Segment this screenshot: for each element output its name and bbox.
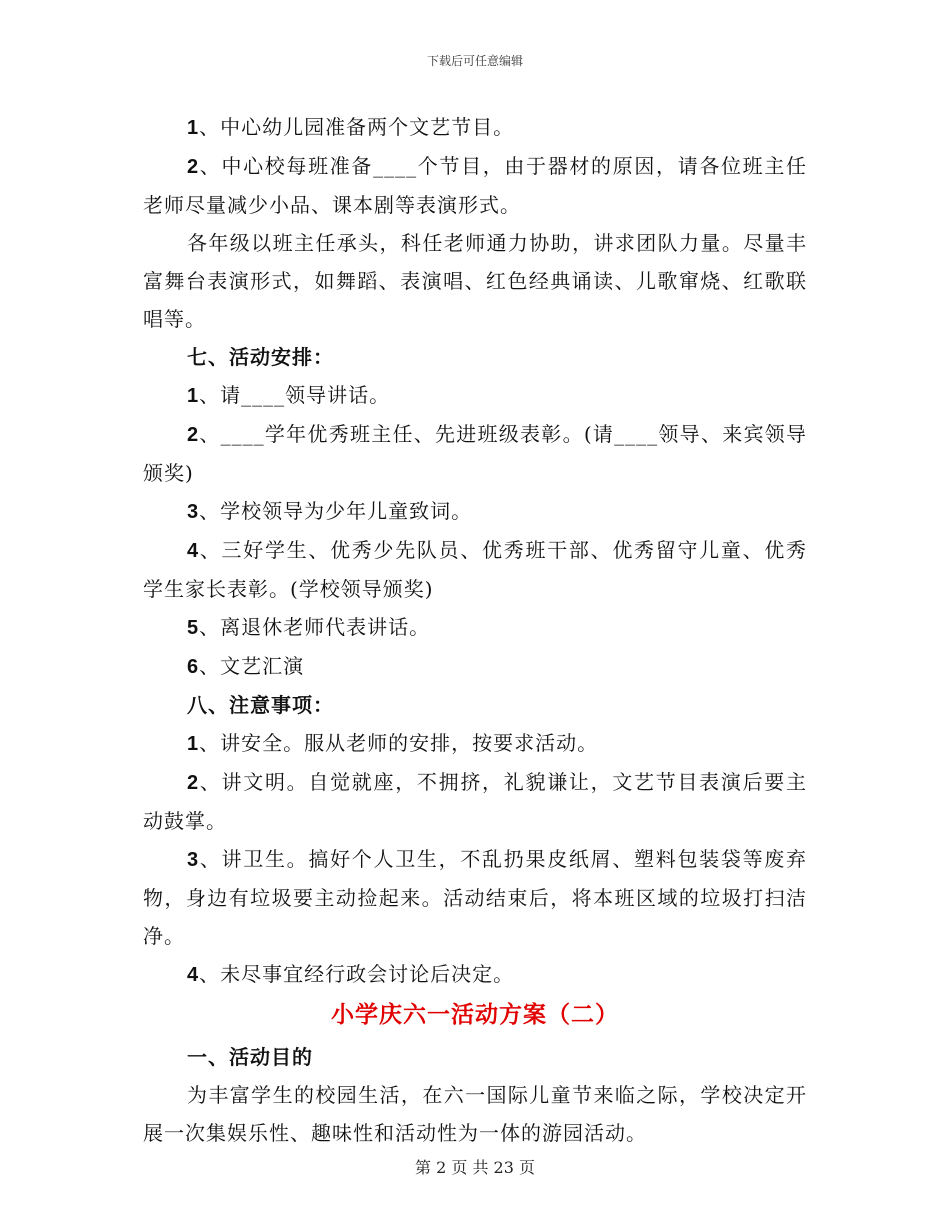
purpose-paragraph: 为丰富学生的校园生活，在六一国际儿童节来临之际，学校决定开展一次集娱乐性、趣味性和活动性为一体的游园活动。 <box>143 1083 807 1145</box>
notes-item-2: 2、讲文明。自觉就座，不拥挤，礼貌谦让，文艺节目表演后要主动鼓掌。 <box>143 770 807 833</box>
paragraph-item-2: 2、中心校每班准备____个节目，由于器材的原因，请各位班主任老师尽量减少小品、课本剧等表演形式。 <box>143 154 807 217</box>
paragraph-item-1: 1、中心幼儿园准备两个文艺节目。 <box>187 115 515 139</box>
document-body <box>143 108 807 1152</box>
section-heading-notes: 八、注意事项： <box>187 693 334 717</box>
arrangement-item-1: 1、请____领导讲话。 <box>187 383 391 407</box>
notes-item-3: 3、讲卫生。搞好个人卫生，不乱扔果皮纸屑、塑料包装袋等废弃物，身边有垃圾要主动捡起来。活动结束后，将本班区域的垃圾打扫洁净。 <box>143 847 807 948</box>
section-heading-purpose: 一、活动目的 <box>187 1045 313 1069</box>
section-heading-activity-arrangement: 七、活动安排： <box>187 345 334 369</box>
arrangement-item-6: 6、文艺汇演 <box>187 654 305 678</box>
notes-item-1: 1、讲安全。服从老师的安排，按要求活动。 <box>187 731 599 755</box>
arrangement-item-4: 4、三好学生、优秀少先队员、优秀班干部、优秀留守儿童、优秀学生家长表彰。(学校领导颁奖) <box>143 538 807 601</box>
page-header: 下载后可任意编辑 <box>426 54 523 68</box>
arrangement-item-3: 3、学校领导为少年儿童致词。 <box>187 499 473 523</box>
page-footer: 第 2 页 共 23 页 <box>415 1158 535 1177</box>
document-title: 小学庆六一活动方案（二） <box>331 1002 619 1028</box>
notes-item-4: 4、未尽事宜经行政会讨论后决定。 <box>187 962 515 986</box>
arrangement-item-5: 5、离退休老师代表讲话。 <box>187 615 431 639</box>
arrangement-item-2: 2、____学年优秀班主任、先进班级表彰。(请____领导、来宾领导颁奖) <box>143 422 807 485</box>
paragraph-grade-organization: 各年级以班主任承头，科任老师通力协助，讲求团队力量。尽量丰富舞台表演形式，如舞蹈、表演唱、红色经典诵读、儿歌窜烧、红歌联唱等。 <box>143 231 807 331</box>
